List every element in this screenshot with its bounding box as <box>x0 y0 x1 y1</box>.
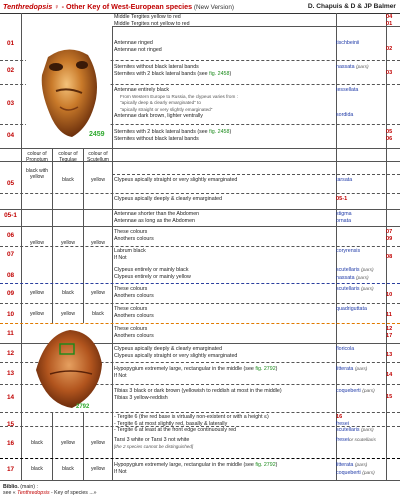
tegulae-colour: black <box>62 290 74 296</box>
scutellum-colour: yellow <box>91 440 105 446</box>
next[interactable]: 01 <box>386 20 393 27</box>
taxon-row <box>336 267 400 275</box>
taxon-qualifier: (pars) <box>354 367 368 372</box>
next[interactable]: 07 <box>386 229 393 235</box>
line-tail: ) <box>229 70 232 77</box>
tegulae-colour: yellow <box>61 311 75 317</box>
taxon[interactable]: quadriguttata <box>336 306 367 312</box>
next-couplets[interactable] <box>386 326 400 339</box>
couplet-0 <box>114 14 190 27</box>
row-line <box>0 193 400 194</box>
couplet-num: 13 <box>6 370 15 377</box>
couplet-num: 03 <box>6 100 15 107</box>
couplet-10 <box>114 306 154 319</box>
pronotum-colour: black with yellow <box>26 168 48 180</box>
taxon-cell[interactable] <box>336 437 400 445</box>
couplet-5b <box>114 196 222 203</box>
biblio-tail: - Key of species ...» <box>49 490 97 497</box>
biblio-link[interactable]: Tenthredopsis <box>17 490 50 497</box>
spacer <box>336 94 400 112</box>
taxon-qualifier: (pars) <box>362 470 375 476</box>
line-tail: ) <box>229 129 232 135</box>
couplet-9 <box>114 286 154 299</box>
next-couplet[interactable]: 13 <box>386 352 393 358</box>
taxon[interactable]: scutellaris <box>336 267 360 273</box>
taxon-row <box>336 275 400 283</box>
line: Antennae shorter than the Abdomen <box>114 211 200 217</box>
line: Tibias 3 yellow-reddish <box>114 394 168 401</box>
line-text: Sternites with 2 black lateral bands (see <box>114 129 210 135</box>
next-couplets[interactable] <box>386 229 400 242</box>
couplet-16 <box>114 437 193 450</box>
taxon[interactable]: nassata <box>336 64 355 70</box>
note: "apically straight or very slightly emarginated" <box>120 106 213 112</box>
biblio-ref-row <box>3 490 97 496</box>
line: Clypeus apically deeply & clearly emarginated <box>114 346 223 352</box>
tegulae-colour: black <box>62 177 74 183</box>
taxon-cell[interactable] <box>336 267 400 282</box>
couplet-13 <box>114 366 277 379</box>
line: Sternites without black lateral bands <box>114 135 199 142</box>
figure-ref[interactable]: fig. 2458 <box>209 129 230 135</box>
couplet-1 <box>114 40 162 53</box>
couplet-num: 14 <box>6 394 15 401</box>
couplet-num: 05-1 <box>4 212 17 219</box>
pronotum-colour: black <box>31 466 43 472</box>
row-line <box>0 480 400 481</box>
biblio-label: Biblio. <box>3 484 19 490</box>
photo-label-bottom: 2792 <box>76 404 90 410</box>
taxon[interactable]: tessellata <box>336 87 359 93</box>
line: Labrum black <box>114 248 146 254</box>
taxon-qualifier: (pars) <box>354 463 368 468</box>
line <box>114 462 277 469</box>
row-line <box>0 209 400 210</box>
taxon[interactable]: litterata <box>336 462 354 468</box>
line: These colours <box>114 286 148 292</box>
line: Anothers colours <box>114 332 154 339</box>
taxon-qualifier: (pars) <box>362 389 375 394</box>
couplet-num: 05 <box>6 180 15 187</box>
insect-photo-bottom <box>26 324 110 412</box>
taxon[interactable]: litterata <box>336 366 354 372</box>
taxon-qualifier: (pars) <box>356 275 369 281</box>
taxon-row <box>336 427 400 435</box>
line: Antennae ringed <box>114 40 153 46</box>
pronotum-colour: yellow <box>30 311 44 317</box>
line: Antennae dark brown, lighter ventrally <box>114 113 203 119</box>
line: If Not <box>114 468 127 475</box>
col-head-pronotum: colour of Pronotum <box>26 151 48 163</box>
line: Clypeus apically straight or very slightly emarginated <box>114 177 238 183</box>
line: Clypeus apically straight or very slightly emarginated <box>114 352 238 359</box>
taxon-qualifier: (pars) <box>361 428 374 433</box>
next[interactable]: 12 <box>386 326 393 332</box>
figure-ref[interactable]: fig. 2792 <box>255 462 276 468</box>
line: Anothers colours <box>114 235 154 242</box>
note: "apically deep & clearly emarginated" to <box>120 100 201 105</box>
line: Antennae entirely black <box>114 87 170 93</box>
insect-head-illustration <box>26 41 110 141</box>
line-text: Hypopygium extremely large, rectangular in the middle (see <box>114 462 256 468</box>
row-line <box>0 412 400 413</box>
couplet-num: 02 <box>6 67 15 74</box>
next-couplet[interactable]: 10 <box>386 292 393 298</box>
tegulae-colour: yellow <box>61 440 75 446</box>
scutellum-colour: yellow <box>91 466 105 472</box>
couplet-num: 11 <box>7 330 14 337</box>
taxon[interactable]: tarsata <box>336 177 353 183</box>
couplet-num: 07 <box>6 251 15 258</box>
next-couplet[interactable]: 03 <box>386 70 393 76</box>
next-couplet[interactable]: 02 <box>386 46 393 52</box>
pronotum-colour: yellow <box>30 240 44 246</box>
line: - Tergite 6 at most slightly red, basally & laterally <box>114 420 228 427</box>
pronotum-colour: black <box>31 440 43 446</box>
couplet-5 <box>114 177 237 184</box>
taxon[interactable]: sordida <box>336 111 354 118</box>
taxon[interactable]: fresei <box>336 437 349 443</box>
insect-photo-top <box>26 41 110 141</box>
line-text: Sternites with 2 black lateral bands (see <box>114 70 210 77</box>
line: Clypeus entirely or mainly black <box>114 267 189 273</box>
taxon[interactable]: ornata <box>336 217 352 224</box>
next-couplet[interactable]: 05-1 <box>336 196 348 202</box>
note: [the 2 species cannot be distinguished] <box>114 443 194 449</box>
next[interactable]: 06 <box>386 135 393 142</box>
next-couplet[interactable]: 14 <box>386 372 393 378</box>
col-head-tegulae: colour of Tegulae <box>58 151 78 163</box>
line: These colours <box>114 306 148 312</box>
taxon-qualifier: (pars) <box>361 287 374 292</box>
taxon[interactable]: nassata <box>336 274 355 281</box>
taxon[interactable]: coqueberti <box>336 469 361 476</box>
line: These colours <box>114 229 148 235</box>
tegulae-colour: yellow <box>61 240 75 246</box>
couplet-17 <box>114 462 277 475</box>
next[interactable]: 04 <box>386 14 393 20</box>
couplet-6 <box>114 229 154 242</box>
bibliography <box>3 484 97 497</box>
biblio-note: (main) : <box>18 484 38 490</box>
couplet-4 <box>114 129 231 142</box>
next-couplet[interactable]: 16 <box>336 414 343 420</box>
taxon[interactable]: stigma <box>336 211 352 217</box>
page-header <box>0 0 400 14</box>
line: If Not <box>114 372 127 379</box>
header-title <box>3 0 234 14</box>
line: - Tergite 6 (the red base is virtually non-existent or with a height ≤) <box>114 414 269 420</box>
taxon-cell[interactable] <box>336 414 400 435</box>
taxon-qualifier: or scutellaris <box>348 438 376 443</box>
row-line <box>0 148 400 149</box>
line: Clypeus apically deeply & clearly emarginated <box>114 196 223 202</box>
taxon-row <box>336 470 400 478</box>
next[interactable]: 17 <box>386 332 393 339</box>
next-couplet[interactable]: 08 <box>386 254 393 260</box>
couplet-12 <box>114 346 237 359</box>
figure-ref[interactable]: fig. 2792 <box>255 366 276 372</box>
line <box>114 129 231 136</box>
taxon-cell[interactable] <box>336 87 400 118</box>
couplet-num: 08 <box>6 272 15 279</box>
couplet-3 <box>114 87 238 120</box>
line <box>114 71 231 78</box>
line: Middle Tergites not yellow to red <box>114 20 190 27</box>
line: - Tergite 6 at least at the front edge continuously red <box>114 427 237 433</box>
scutellum-colour: black <box>92 311 104 317</box>
scutellum-colour: yellow <box>91 177 105 183</box>
taxon[interactable]: fresei <box>336 420 349 427</box>
taxon-cell[interactable] <box>336 177 400 184</box>
line: Middle Tergites yellow to red <box>114 14 181 20</box>
line: Sternites without black lateral bands <box>114 64 199 70</box>
grid-line <box>83 148 84 323</box>
line: Anothers colours <box>114 292 154 299</box>
next-couplet[interactable]: 15 <box>386 394 393 400</box>
couplet-5-1 <box>114 211 199 224</box>
next-couplets[interactable] <box>386 129 400 142</box>
authors: D. Chapuis & D & JP Balmer <box>307 3 396 10</box>
couplet-num: 06 <box>6 232 15 239</box>
tegulae-colour: black <box>62 466 74 472</box>
biblio-see: see « <box>3 490 18 497</box>
line: These colours <box>114 326 148 332</box>
taxon[interactable]: scutellaris <box>336 286 360 292</box>
genus-name: Tenthredopsis <box>3 2 53 11</box>
taxon[interactable]: coryrensis <box>336 248 361 254</box>
couplet-num: 01 <box>6 40 15 47</box>
couplet-num: 17 <box>6 466 15 473</box>
next-couplets[interactable] <box>386 14 400 27</box>
row-line <box>0 246 400 247</box>
abdomen-illustration <box>26 324 110 412</box>
row-line <box>0 226 400 227</box>
separator-black <box>0 458 400 459</box>
separator-blue <box>0 283 400 284</box>
line: Anothers colours <box>114 312 154 319</box>
next-couplet[interactable]: 11 <box>386 312 392 318</box>
couplet-num: 12 <box>6 350 15 357</box>
next[interactable]: 05 <box>386 129 393 135</box>
couplet-num: 04 <box>6 132 15 139</box>
version-note: (New Version) <box>192 4 235 11</box>
line: If Not <box>114 254 127 261</box>
line <box>114 366 277 373</box>
couplet-num: 16 <box>6 440 15 447</box>
line-tail: ) <box>275 366 278 372</box>
couplet-15 <box>114 414 269 434</box>
line: Antennae as long as the Abdomen <box>114 217 195 224</box>
key-title: ♀ - Other Key of West-European species <box>52 2 193 11</box>
couplet-2 <box>114 64 231 77</box>
pronotum-colour: yellow <box>30 290 44 296</box>
couplet-7 <box>114 248 146 261</box>
couplet-num: 10 <box>6 311 15 318</box>
taxon-row <box>336 462 400 470</box>
line: Tibias 3 black or dark brown (yellowish to reddish at most in the middle) <box>114 388 282 394</box>
scutellum-colour: yellow <box>91 240 105 246</box>
line: Antennae not ringed <box>114 46 162 53</box>
note: From Western Europe to Russia, the clypeus varies from : <box>120 93 238 99</box>
taxon[interactable]: floricola <box>336 346 355 352</box>
figure-ref[interactable]: fig. 2458 <box>209 70 230 77</box>
couplet-num: 09 <box>6 290 15 297</box>
couplet-14 <box>114 388 282 401</box>
row-line <box>112 174 400 175</box>
taxon[interactable]: coqueberti <box>336 388 361 394</box>
taxon-cell[interactable] <box>336 211 400 224</box>
col-head-scutellum: colour of Scutellum <box>87 151 109 163</box>
next[interactable]: 09 <box>386 235 393 242</box>
line-text: Hypopygium extremely large, rectangular in the middle (see <box>114 366 256 372</box>
line-tail: ) <box>275 462 278 468</box>
taxon-cell[interactable] <box>336 462 400 477</box>
photo-label-top: 2459 <box>89 131 105 138</box>
couplet-num: 15 <box>6 421 15 428</box>
scutellum-colour: yellow <box>91 290 105 296</box>
line: Clypeus entirely or mainly yellow <box>114 273 191 280</box>
taxon-qualifier: (pars) <box>356 65 369 70</box>
taxon-qualifier: (pars) <box>361 268 374 273</box>
taxon[interactable]: tischbeinii <box>336 40 360 46</box>
taxon[interactable]: scutellaris <box>336 427 360 433</box>
grid-line <box>52 148 53 323</box>
couplet-11 <box>114 326 154 339</box>
couplet-8 <box>114 267 191 280</box>
row-line <box>0 303 400 304</box>
line: Tarsi 3 white or Tarsi 3 not white <box>114 437 190 443</box>
